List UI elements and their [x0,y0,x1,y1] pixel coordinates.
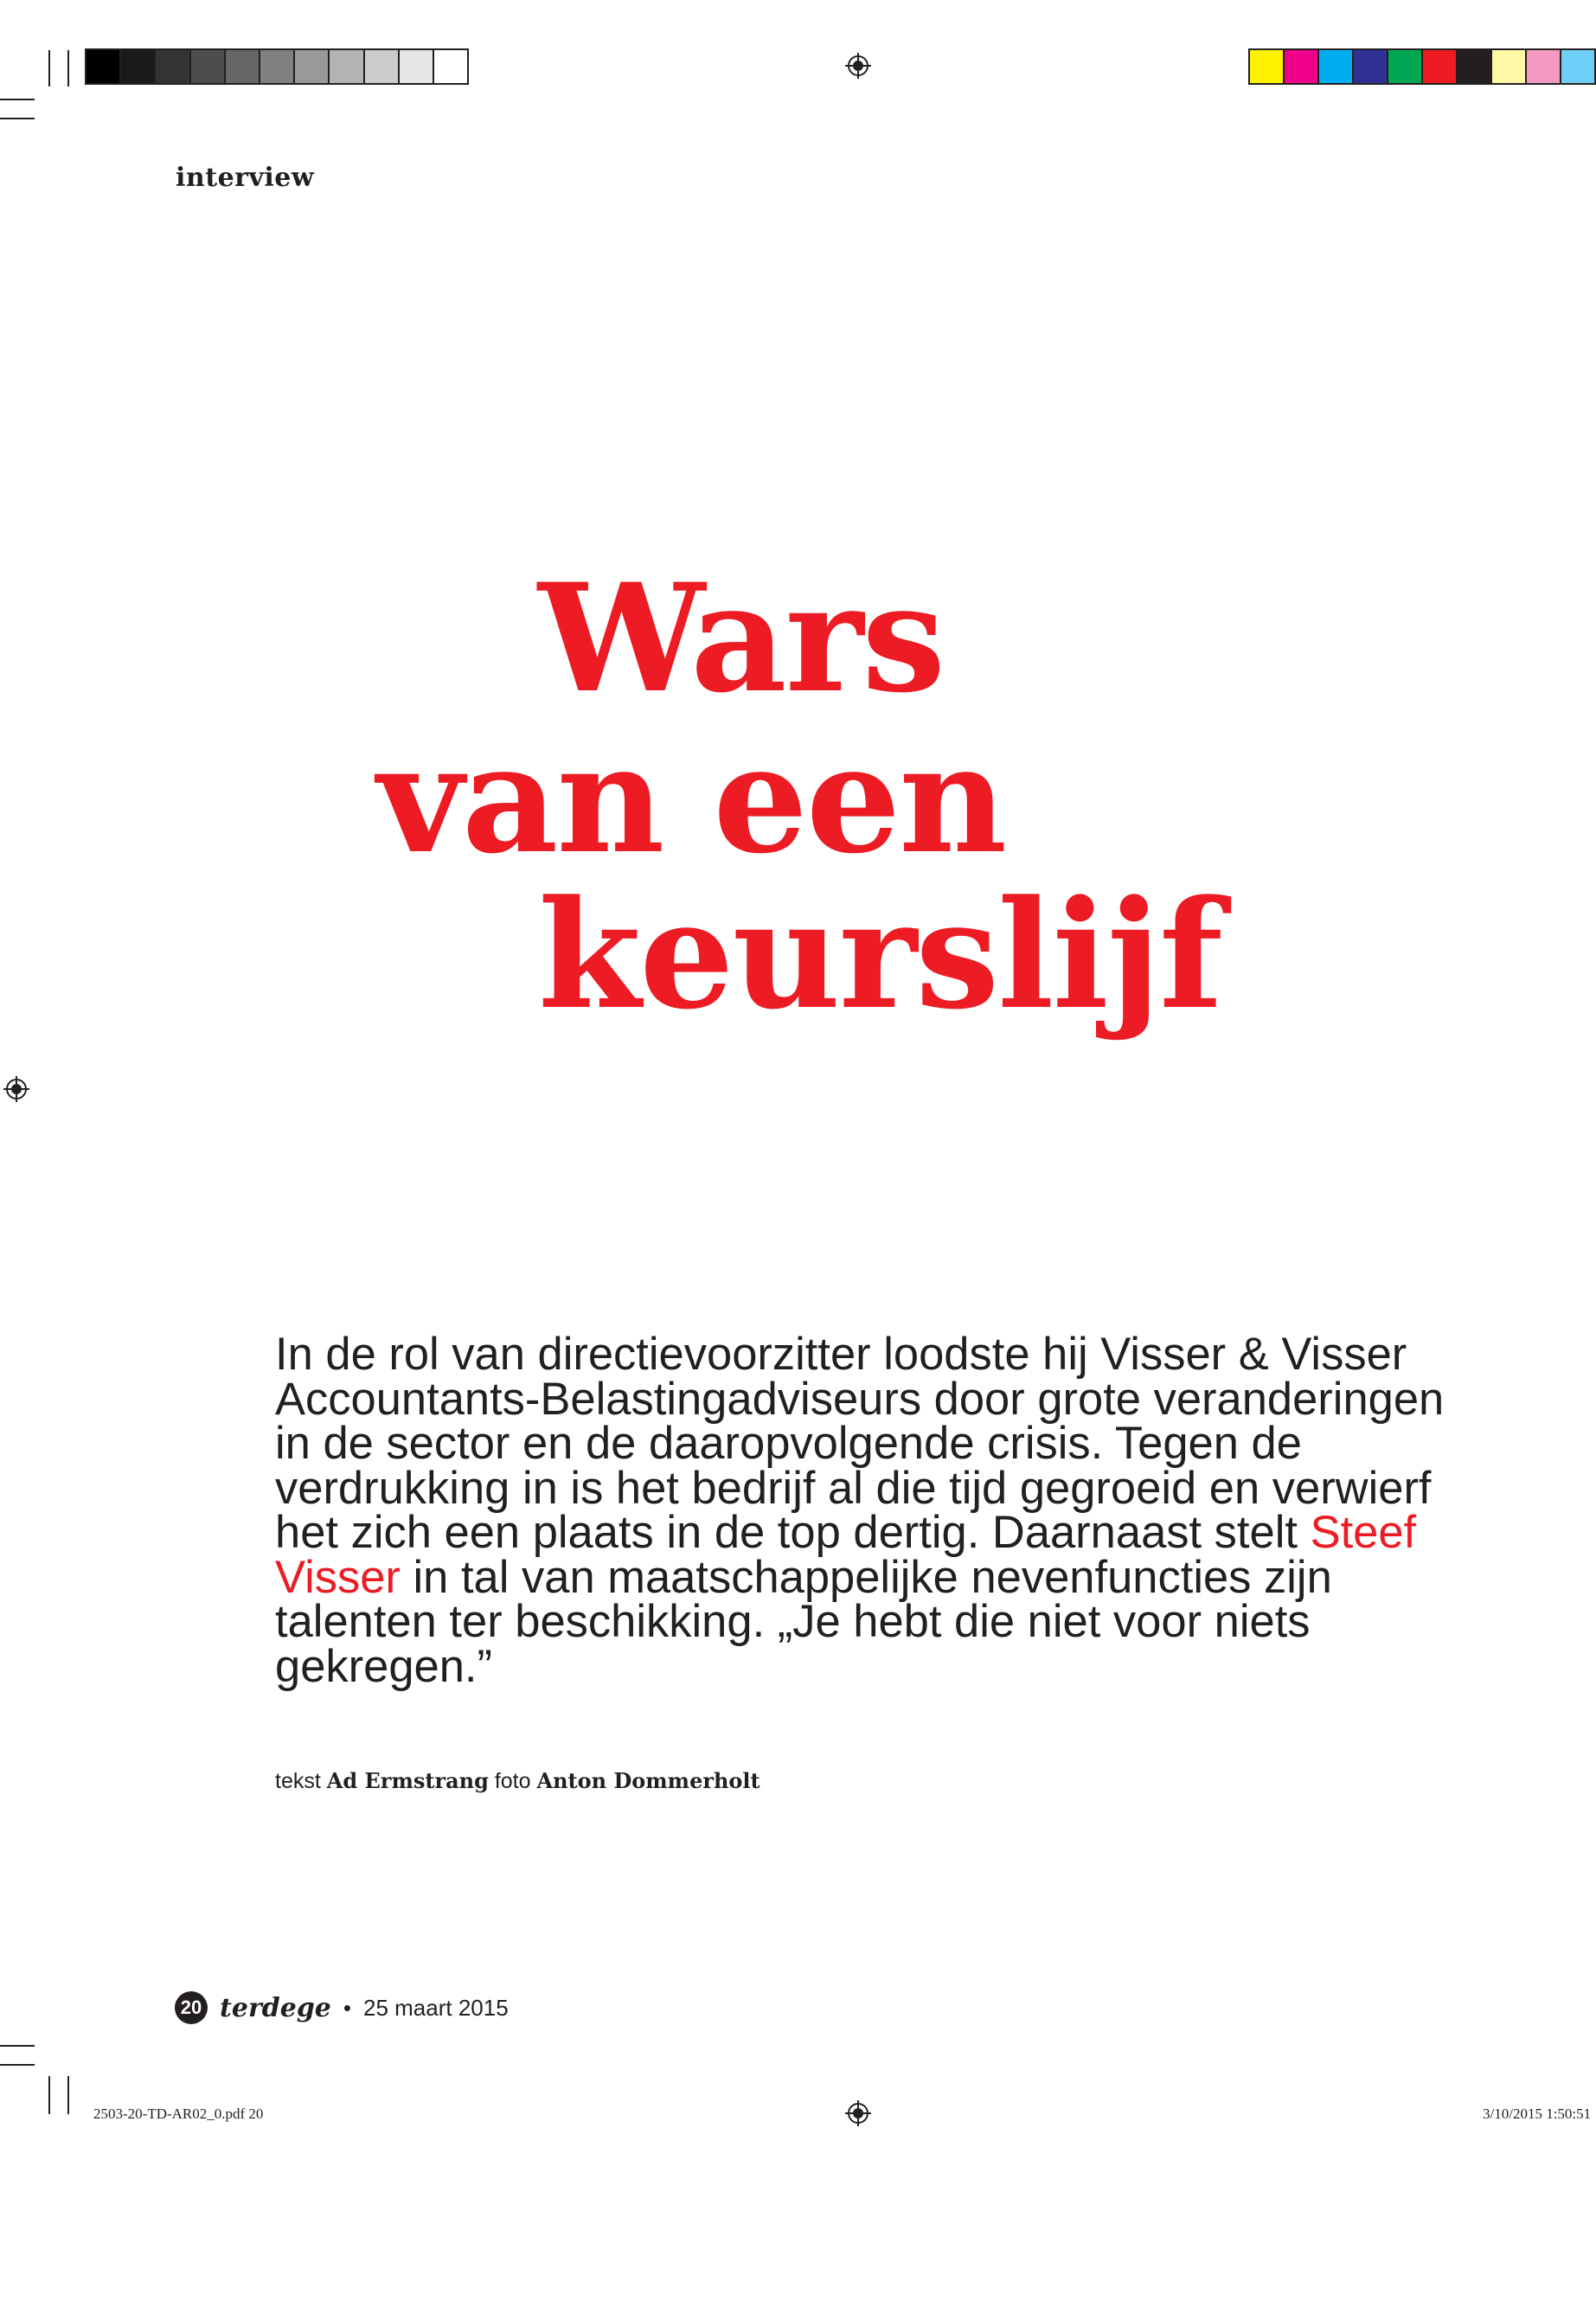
byline-photographer: Anton Dommerholt [536,1768,760,1793]
footer-bullet: • [343,1994,351,2021]
color-swatch [1354,50,1388,83]
color-swatch [1423,50,1458,83]
gray-swatch [87,50,121,83]
crop-mark [0,2064,35,2066]
gray-swatch [226,50,260,83]
gray-swatch [400,50,434,83]
gray-swatch [330,50,364,83]
section-label: interview [176,163,315,193]
color-swatch [1527,50,1561,83]
crop-mark [0,99,35,100]
intro-text: in tal van maatschappelijke nevenfuncties zijn talenten ter beschikking. „Je hebt die niet voor niets gekregen.” [275,1551,1332,1692]
registration-mark-icon [845,53,871,79]
print-slug-file: 2503-20-TD-AR02_0.pdf 20 [93,2106,264,2122]
crop-mark [0,118,35,119]
color-swatch [1250,50,1285,83]
byline-text-label: tekst [275,1769,321,1793]
crop-mark [0,2045,35,2047]
crop-mark [48,50,50,87]
intro-text: In de rol van directievoorzitter loodste hij Visser & Visser Accountants-Belastingadviseurs door grote veranderingen in de sector en de daaropvolgende crisis. Tegen de verdrukking in is het bedrijf al die tijd gegroeid en verwierf het zich een plaats in de top dertig. Daarnaast stelt [275,1329,1445,1558]
color-control-strip [1248,48,1596,85]
crop-mark [67,2076,69,2114]
gray-swatch [121,50,156,83]
registration-mark-icon [845,2100,871,2126]
intro-paragraph [275,1329,1452,1692]
brand-logo: terdege [220,1992,331,2023]
gray-swatch [156,50,190,83]
crop-mark [67,50,69,87]
gray-swatch [434,50,467,83]
crop-mark [48,2076,50,2114]
color-swatch [1319,50,1354,83]
color-swatch [1458,50,1492,83]
headline-line-3: keurslijf [538,867,1222,1042]
color-swatch [1285,50,1319,83]
byline-photo-label: foto [494,1769,531,1793]
color-swatch [1492,50,1527,83]
gray-swatch [365,50,400,83]
gray-swatch [191,50,226,83]
issue-date: 25 maart 2015 [363,1994,509,2021]
page-footer [175,1991,509,2024]
headline-line-2: van een [377,711,1006,887]
grayscale-control-strip [85,48,469,85]
gray-swatch [295,50,330,83]
color-swatch [1388,50,1423,83]
headline-line-1: Wars [538,550,945,726]
page-number-badge: 20 [175,1991,208,2024]
registration-mark-icon [3,1076,29,1102]
byline [275,1768,760,1794]
byline-author: Ad Ermstrang [326,1768,489,1793]
print-slug-timestamp: 3/10/2015 1:50:51 [1483,2106,1592,2122]
color-swatch [1561,50,1594,83]
highlighted-name: Steef Visser [275,1507,1417,1603]
gray-swatch [260,50,295,83]
